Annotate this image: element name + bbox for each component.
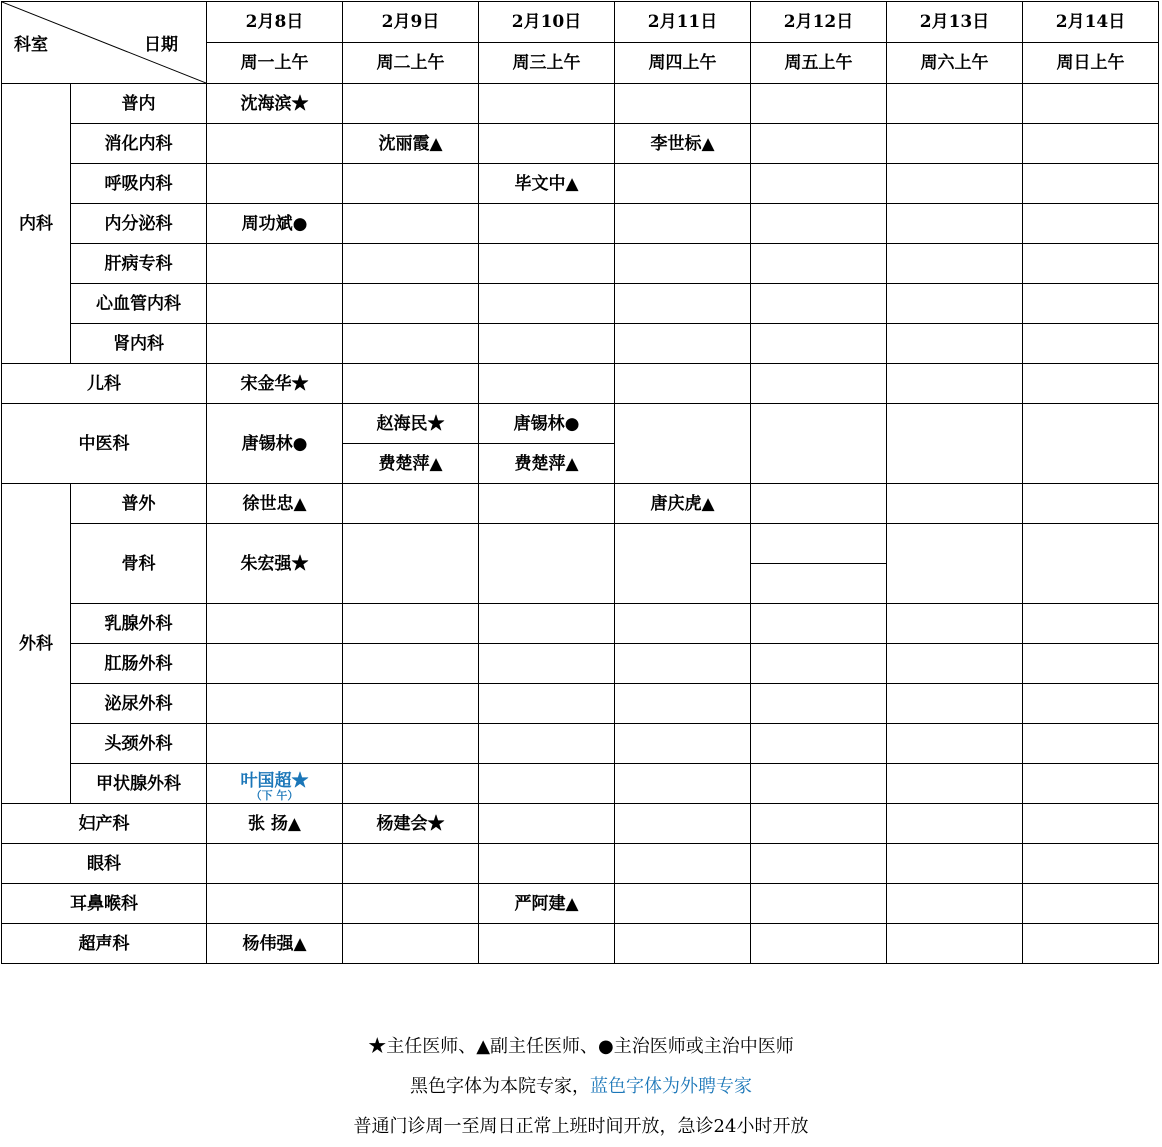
doctor-cell: 宋金华★	[207, 364, 343, 404]
date-header: 2月11日	[615, 2, 751, 43]
empty-cell	[751, 124, 887, 164]
empty-cell	[343, 284, 479, 324]
empty-cell	[615, 84, 751, 124]
doctor-cell: 沈丽霞▲	[343, 124, 479, 164]
empty-cell	[1023, 244, 1159, 284]
date-header: 2月10日	[479, 2, 615, 43]
empty-cell	[751, 204, 887, 244]
empty-cell	[887, 924, 1023, 964]
empty-cell	[343, 644, 479, 684]
header-row-dates	[2, 2, 1159, 43]
empty-cell	[343, 524, 479, 604]
hours-note: 普通门诊周一至周日正常上班时间开放，急诊24小时开放	[353, 1116, 809, 1137]
external-doctor-cell	[207, 764, 343, 804]
empty-cell	[343, 244, 479, 284]
empty-cell	[615, 404, 751, 484]
empty-cell	[751, 764, 887, 804]
empty-cell	[751, 804, 887, 844]
header-corner	[2, 2, 207, 84]
empty-cell	[479, 204, 615, 244]
corner-label-date: 日期	[144, 35, 178, 55]
dept-name: 耳鼻喉科	[2, 884, 207, 924]
empty-cell	[1023, 804, 1159, 844]
dept-name: 心血管内科	[71, 284, 207, 324]
empty-cell	[887, 284, 1023, 324]
empty-cell	[479, 764, 615, 804]
empty-cell	[887, 84, 1023, 124]
empty-cell	[1023, 164, 1159, 204]
empty-cell	[479, 644, 615, 684]
empty-cell	[479, 844, 615, 884]
table-row	[2, 924, 1159, 964]
empty-cell	[1023, 924, 1159, 964]
empty-cell	[887, 404, 1023, 484]
empty-cell	[1023, 724, 1159, 764]
empty-cell	[615, 724, 751, 764]
empty-cell	[207, 884, 343, 924]
doctor-cell: 唐锡林●	[479, 404, 615, 444]
empty-cell	[887, 524, 1023, 604]
table-row	[2, 724, 1159, 764]
empty-cell	[1023, 124, 1159, 164]
empty-cell	[479, 284, 615, 324]
empty-cell	[479, 684, 615, 724]
table-row	[2, 484, 1159, 524]
dept-name: 内分泌科	[71, 204, 207, 244]
empty-cell	[343, 364, 479, 404]
empty-cell	[207, 324, 343, 364]
empty-cell	[751, 684, 887, 724]
empty-cell	[1023, 284, 1159, 324]
empty-cell	[615, 244, 751, 284]
empty-cell	[751, 284, 887, 324]
empty-cell	[615, 604, 751, 644]
doctor-cell: 严阿建▲	[479, 884, 615, 924]
empty-cell	[479, 604, 615, 644]
empty-cell	[615, 164, 751, 204]
doctor-cell: 徐世忠▲	[207, 484, 343, 524]
empty-cell	[887, 604, 1023, 644]
table-row	[2, 804, 1159, 844]
empty-cell	[479, 124, 615, 164]
empty-cell	[207, 844, 343, 884]
dept-name: 中医科	[2, 404, 207, 484]
table-row	[2, 844, 1159, 884]
empty-cell	[751, 604, 887, 644]
empty-cell	[207, 164, 343, 204]
empty-cell	[479, 804, 615, 844]
empty-cell	[343, 164, 479, 204]
table-row	[2, 204, 1159, 244]
empty-cell	[479, 524, 615, 604]
empty-cell	[1023, 684, 1159, 724]
doctor-cell: 赵海民★	[343, 404, 479, 444]
table-row	[2, 324, 1159, 364]
doctor-cell: 费楚萍▲	[343, 444, 479, 484]
legend-text: ★主任医师、▲副主任医师、●主治医师或主治中医师	[368, 1036, 794, 1057]
session-header: 周一上午	[207, 43, 343, 84]
dept-name: 普外	[71, 484, 207, 524]
empty-cell	[887, 724, 1023, 764]
date-header: 2月8日	[207, 2, 343, 43]
empty-cell	[887, 804, 1023, 844]
empty-cell	[207, 604, 343, 644]
empty-cell	[751, 164, 887, 204]
empty-cell	[479, 724, 615, 764]
doctor-cell: 毕文中▲	[479, 164, 615, 204]
empty-cell	[887, 364, 1023, 404]
empty-cell	[751, 644, 887, 684]
dept-name: 普内	[71, 84, 207, 124]
doctor-cell: 张 扬▲	[207, 804, 343, 844]
empty-cell	[887, 164, 1023, 204]
table-row	[2, 884, 1159, 924]
empty-cell	[1023, 84, 1159, 124]
empty-cell	[615, 884, 751, 924]
color-note-black: 黑色字体为本院专家，	[410, 1076, 590, 1097]
empty-cell	[615, 324, 751, 364]
dept-name: 头颈外科	[71, 724, 207, 764]
table-row	[2, 364, 1159, 404]
empty-cell	[887, 204, 1023, 244]
empty-cell	[615, 524, 751, 604]
empty-cell	[887, 324, 1023, 364]
empty-cell	[1023, 844, 1159, 884]
empty-cell	[479, 324, 615, 364]
date-header: 2月12日	[751, 2, 887, 43]
table-row	[2, 124, 1159, 164]
date-header: 2月9日	[343, 2, 479, 43]
table-row	[2, 764, 1159, 804]
empty-cell	[1023, 764, 1159, 804]
empty-cell	[751, 524, 887, 564]
table-row	[2, 164, 1159, 204]
dept-name: 妇产科	[2, 804, 207, 844]
doctor-cell: 朱宏强★	[207, 524, 343, 604]
empty-cell	[887, 844, 1023, 884]
empty-cell	[343, 764, 479, 804]
session-header: 周四上午	[615, 43, 751, 84]
empty-cell	[751, 324, 887, 364]
empty-cell	[207, 244, 343, 284]
table-row	[2, 604, 1159, 644]
empty-cell	[343, 724, 479, 764]
dept-name: 甲状腺外科	[71, 764, 207, 804]
empty-cell	[1023, 884, 1159, 924]
empty-cell	[207, 724, 343, 764]
dept-name: 肝病专科	[71, 244, 207, 284]
empty-cell	[615, 924, 751, 964]
dept-name: 儿科	[2, 364, 207, 404]
doctor-cell: 唐庆虎▲	[615, 484, 751, 524]
doctor-cell: 沈海滨★	[207, 84, 343, 124]
empty-cell	[887, 484, 1023, 524]
empty-cell	[887, 764, 1023, 804]
empty-cell	[751, 564, 887, 604]
empty-cell	[751, 84, 887, 124]
empty-cell	[615, 364, 751, 404]
empty-cell	[343, 924, 479, 964]
dept-name: 眼科	[2, 844, 207, 884]
doctor-cell: 李世标▲	[615, 124, 751, 164]
empty-cell	[887, 684, 1023, 724]
empty-cell	[615, 644, 751, 684]
empty-cell	[343, 684, 479, 724]
empty-cell	[615, 684, 751, 724]
empty-cell	[1023, 204, 1159, 244]
doctor-cell: 费楚萍▲	[479, 444, 615, 484]
doctor-cell: 周功斌●	[207, 204, 343, 244]
doctor-cell: 杨伟强▲	[207, 924, 343, 964]
date-header: 2月13日	[887, 2, 1023, 43]
group-label-neike: 内科	[2, 84, 71, 364]
empty-cell	[615, 204, 751, 244]
empty-cell	[479, 244, 615, 284]
empty-cell	[343, 204, 479, 244]
empty-cell	[1023, 524, 1159, 604]
empty-cell	[207, 124, 343, 164]
empty-cell	[343, 84, 479, 124]
dept-name: 泌尿外科	[71, 684, 207, 724]
empty-cell	[751, 404, 887, 484]
doctor-cell: 杨建会★	[343, 804, 479, 844]
doctor-cell: 唐锡林●	[207, 404, 343, 484]
schedule-table	[1, 1, 1159, 964]
doctor-name: 叶国超★	[240, 770, 309, 791]
corner-label-dept: 科室	[14, 35, 48, 55]
session-header: 周六上午	[887, 43, 1023, 84]
empty-cell	[479, 364, 615, 404]
empty-cell	[1023, 364, 1159, 404]
empty-cell	[751, 924, 887, 964]
table-row	[2, 684, 1159, 724]
empty-cell	[1023, 604, 1159, 644]
empty-cell	[887, 244, 1023, 284]
empty-cell	[615, 804, 751, 844]
empty-cell	[207, 684, 343, 724]
empty-cell	[343, 884, 479, 924]
empty-cell	[751, 484, 887, 524]
empty-cell	[615, 844, 751, 884]
empty-cell	[751, 844, 887, 884]
empty-cell	[479, 84, 615, 124]
empty-cell	[751, 244, 887, 284]
empty-cell	[207, 644, 343, 684]
dept-name: 消化内科	[71, 124, 207, 164]
dept-name: 呼吸内科	[71, 164, 207, 204]
empty-cell	[343, 324, 479, 364]
color-note-blue: 蓝色字体为外聘专家	[590, 1076, 752, 1097]
empty-cell	[751, 884, 887, 924]
table-row	[2, 404, 1159, 444]
table-row	[2, 524, 1159, 564]
empty-cell	[751, 364, 887, 404]
empty-cell	[479, 924, 615, 964]
session-header: 周五上午	[751, 43, 887, 84]
empty-cell	[479, 484, 615, 524]
empty-cell	[1023, 644, 1159, 684]
dept-name: 肛肠外科	[71, 644, 207, 684]
session-header: 周三上午	[479, 43, 615, 84]
empty-cell	[343, 844, 479, 884]
empty-cell	[887, 884, 1023, 924]
empty-cell	[751, 724, 887, 764]
empty-cell	[343, 484, 479, 524]
table-row	[2, 244, 1159, 284]
empty-cell	[343, 604, 479, 644]
table-row	[2, 284, 1159, 324]
empty-cell	[207, 284, 343, 324]
empty-cell	[1023, 484, 1159, 524]
session-header: 周二上午	[343, 43, 479, 84]
empty-cell	[887, 644, 1023, 684]
empty-cell	[615, 764, 751, 804]
dept-name: 肾内科	[71, 324, 207, 364]
session-header: 周日上午	[1023, 43, 1159, 84]
group-label-waike: 外科	[2, 484, 71, 804]
color-note	[0, 1072, 1162, 1098]
dept-name: 乳腺外科	[71, 604, 207, 644]
dept-name: 超声科	[2, 924, 207, 964]
empty-cell	[887, 124, 1023, 164]
date-header: 2月14日	[1023, 2, 1159, 43]
empty-cell	[1023, 324, 1159, 364]
table-row	[2, 644, 1159, 684]
dept-name: 骨科	[71, 524, 207, 604]
empty-cell	[1023, 404, 1159, 484]
session-note: （下 午）	[250, 788, 299, 802]
empty-cell	[615, 284, 751, 324]
table-row	[2, 84, 1159, 124]
